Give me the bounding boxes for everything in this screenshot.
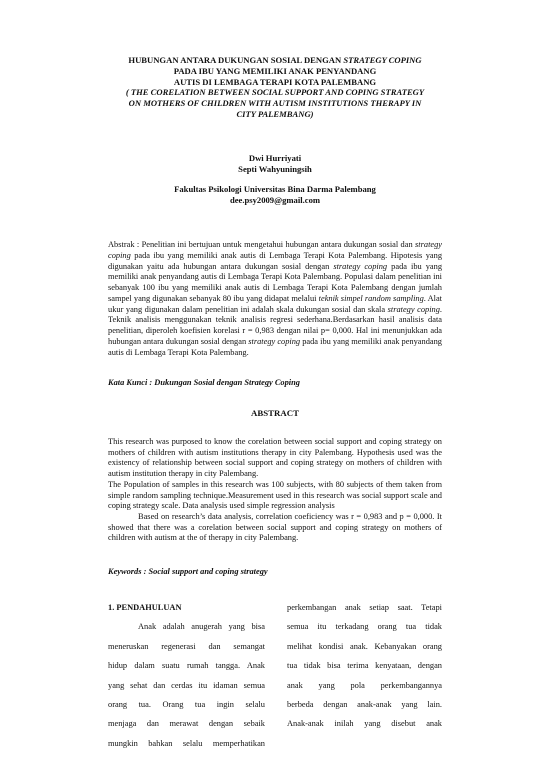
body-line: meneruskan regenerasi dan semangat [108, 641, 265, 651]
abstract-paragraph: This research was purposed to know the corelation between social support and coping strategy on mothers of children with autism institutions therapy in city Palembang. Hypothesis used was the existency of relationship between social support and coping strategy on mothers of children with autism institution therapy in city Palembang. [108, 437, 442, 479]
english-title-line-3: CITY PALEMBANG) [236, 108, 314, 119]
title-line-2: PADA IBU YANG MEMILIKI ANAK PENYANDANG [173, 65, 377, 76]
body-line: anak yang pola perkembangannya [287, 680, 442, 690]
body-line: berbeda dengan anak-anak yang lain. [287, 700, 442, 710]
abstrak-paragraph: Abstrak : Penelitian ini bertujuan untuk mengetahui hubungan antara dukungan sosial dan strategy coping pada ibu yang memiliki anak autis di Lembaga Terapi Kota Palembang. Hipotesis yang digunakan yaitu ada hubungan antara dukungan sosial dengan strategy coping pada ibu yang memiliki anak penyandang autis di Lembaga Terapi Kota Palembang. Populasi dalam penelitian ini sebanyak 100 ibu yang memiliki anak autis di Lembaga Terapi Kota Palembang dengan jumlah sampel yang digunakan sebanyak 80 ibu yang didapat melalui teknik simpel random sampling. Alat ukur yang digunakan dalam penelitian ini adalah skala dukungan sosial dan skala strategy coping. Teknik analisis menggunakan teknik analisis regresi sederhana.Berdasarkan hasil analisis data penelitian, diperoleh koefisien korelasi r = 0,983 dengan nilai p= 0,000. Hal ini menunjukkan ada hubungan antara dukungan sosial dengan strategy coping pada ibu yang memiliki anak penyandang autis di Lembaga Terapi Kota Palembang. [108, 240, 443, 357]
body-line: semua itu terkadang orang tua tidak [287, 622, 442, 632]
kata-kunci: Kata Kunci : Dukungan Sosial dengan Strategy Coping [108, 378, 300, 387]
affiliation [90, 184, 460, 206]
section-heading: 1. PENDAHULUAN [108, 603, 182, 612]
email: dee.psy2009@gmail.com [229, 195, 321, 205]
body-line: yang sehat dan cerdas itu idaman semua [108, 680, 265, 690]
paper-title [90, 55, 460, 120]
author-name: Septi Wahyuningsih [238, 164, 312, 174]
institution: Fakultas Psikologi Universitas Bina Darma Palembang [174, 184, 376, 194]
body-line: mungkin bahkan selalu memperhatikan [108, 738, 265, 748]
left-column [108, 598, 265, 753]
english-title-line-1: ( THE CORELATION BETWEEN SOCIAL SUPPORT AND COPING STRATEGY [125, 87, 425, 98]
body-line: melihat kondisi anak. Kebanyakan orang [287, 641, 442, 651]
keywords: Keywords : Social support and coping strategy [108, 567, 268, 576]
author-name: Dwi Hurriyati [248, 153, 302, 163]
body-line: Anak adalah anugerah yang bisa [138, 622, 265, 632]
body-line: orang tua. Orang tua ingin selalu [108, 700, 265, 710]
body-line: menjaga dan merawat dengan sebaik [108, 719, 265, 729]
body-line: perkembangan anak setiap saat. Tetapi [287, 603, 442, 612]
abstract-heading: ABSTRACT [251, 408, 299, 418]
body-line: Anak-anak inilah yang disebut anak [287, 719, 442, 729]
body-line: hidup dalam suatu rumah tangga. Anak [108, 661, 265, 671]
title-line-3: AUTIS DI LEMBAGA TERAPI KOTA PALEMBANG [173, 76, 377, 87]
abstract-paragraph: The Population of samples in this research was 100 subjects, with 80 subjects of them taken from simple random sampling technique.Measurement used in this research was social support scale and coping strategy scale. Data analysis used simple regression analysis [108, 479, 442, 511]
english-title-line-2: ON MOTHERS OF CHILDREN WITH AUTISM INSTITUTIONS THERAPY IN [128, 98, 422, 109]
abstract-english [108, 437, 442, 544]
author-list [90, 153, 460, 175]
abstract-paragraph: Based on research’s data analysis, correlation coeficiency was r = 0,983 and p = 0,000. It showed that there was a corelation between social support and coping strategy on mothers of children with autism at the of therapy in city Palembang. [108, 511, 442, 543]
body-line: tua tidak bisa terima kenyataan, dengan [287, 661, 442, 671]
title-line-1: HUBUNGAN ANTARA DUKUNGAN SOSIAL DENGAN STRATEGY COPING [128, 55, 422, 65]
right-column [287, 598, 442, 734]
